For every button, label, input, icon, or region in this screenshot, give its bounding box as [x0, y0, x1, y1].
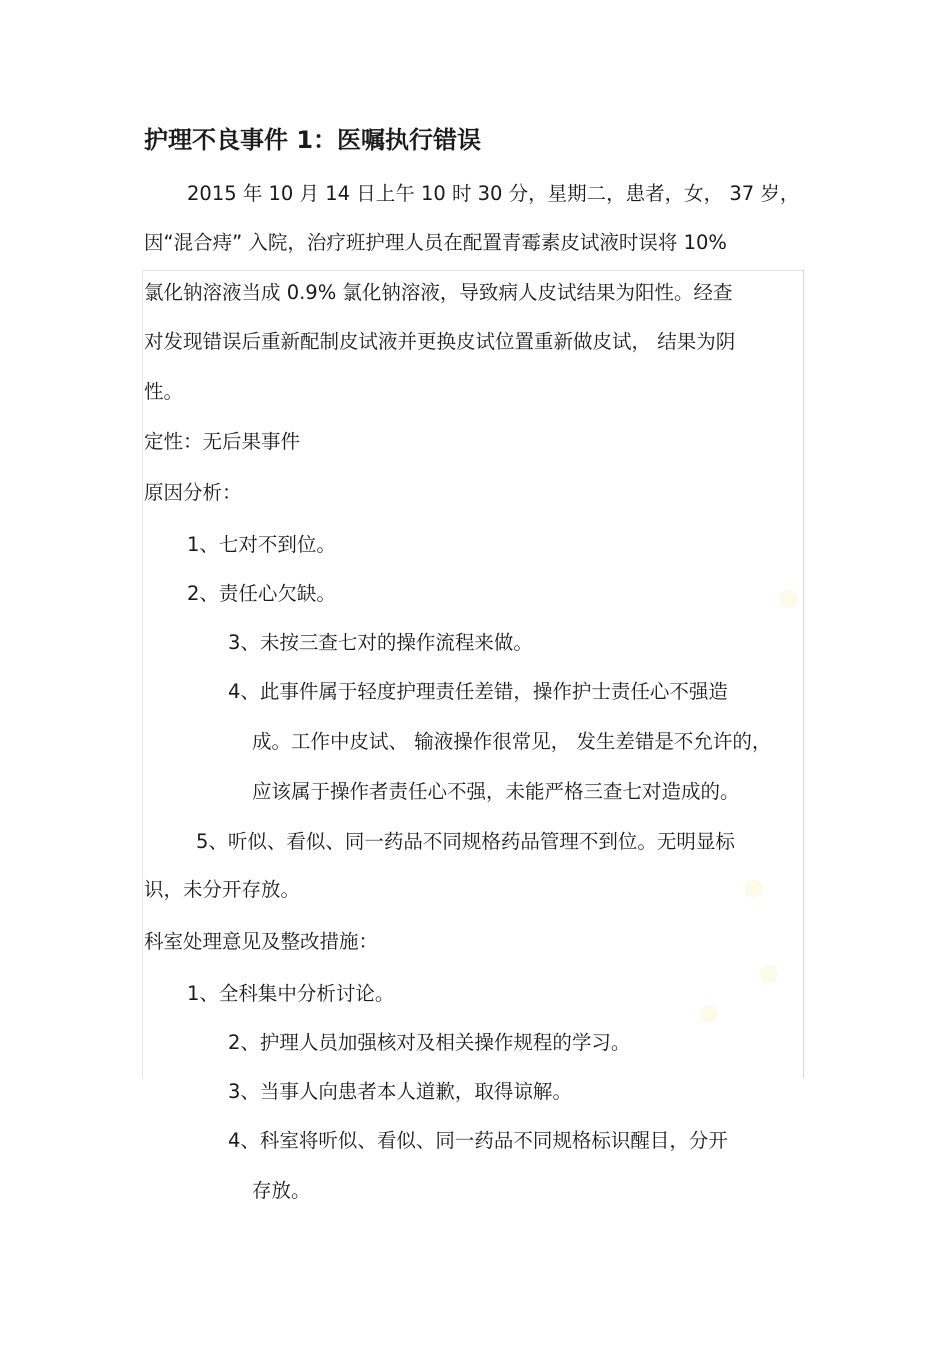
- measure-item: 1、全科集中分析讨论。: [187, 982, 395, 1005]
- cause-item-continued: 识，未分开存放。: [144, 878, 301, 901]
- measure-item-continued: 存放。: [252, 1179, 311, 1202]
- cause-item: 3、未按三查七对的操作流程来做。: [228, 631, 533, 654]
- measure-item: 4、科室将听似、看似、同一药品不同规格标识醒目，分开: [228, 1129, 728, 1152]
- event-description-line: 性。: [144, 380, 184, 403]
- classification: 定性：无后果事件: [144, 430, 301, 453]
- frame-top-border: [142, 270, 804, 271]
- event-description-line: 对发现错误后重新配制皮试液并更换皮试位置重新做皮试， 结果为阴: [144, 330, 736, 353]
- cause-item-continued: 成。工作中皮试、 输液操作很常见， 发生差错是不允许的，: [252, 730, 772, 753]
- measures-heading: 科室处理意见及整改措施：: [144, 930, 379, 953]
- measure-item: 3、当事人向患者本人道歉，取得谅解。: [228, 1080, 572, 1103]
- page-title: 护理不良事件 1：医嘱执行错误: [144, 126, 482, 154]
- frame-right-border: [803, 270, 804, 1078]
- cause-heading: 原因分析：: [144, 481, 242, 504]
- event-description-line: 氯化钠溶液当成 0.9% 氯化钠溶液，导致病人皮试结果为阳性。经查: [144, 281, 733, 304]
- background-fleck: [760, 965, 778, 983]
- background-fleck: [700, 1005, 718, 1023]
- cause-item: 5、听似、看似、同一药品不同规格药品管理不到位。无明显标: [196, 830, 735, 853]
- cause-item: 1、七对不到位。: [187, 533, 336, 556]
- event-description-line: 因“混合痔” 入院，治疗班护理人员在配置青霉素皮试液时误将 10%: [144, 231, 727, 254]
- frame-left-border: [142, 270, 143, 1078]
- background-fleck: [780, 590, 798, 608]
- cause-item: 2、责任心欠缺。: [187, 582, 336, 605]
- cause-item-continued: 应该属于操作者责任心不强，未能严格三查七对造成的。: [252, 780, 740, 803]
- measure-item: 2、护理人员加强核对及相关操作规程的学习。: [228, 1031, 631, 1054]
- background-fleck: [745, 880, 763, 898]
- event-description-line: 2015 年 10 月 14 日上午 10 时 30 分，星期二，患者，女， 37 岁，: [187, 182, 800, 205]
- cause-item: 4、此事件属于轻度护理责任差错，操作护士责任心不强造: [228, 680, 728, 703]
